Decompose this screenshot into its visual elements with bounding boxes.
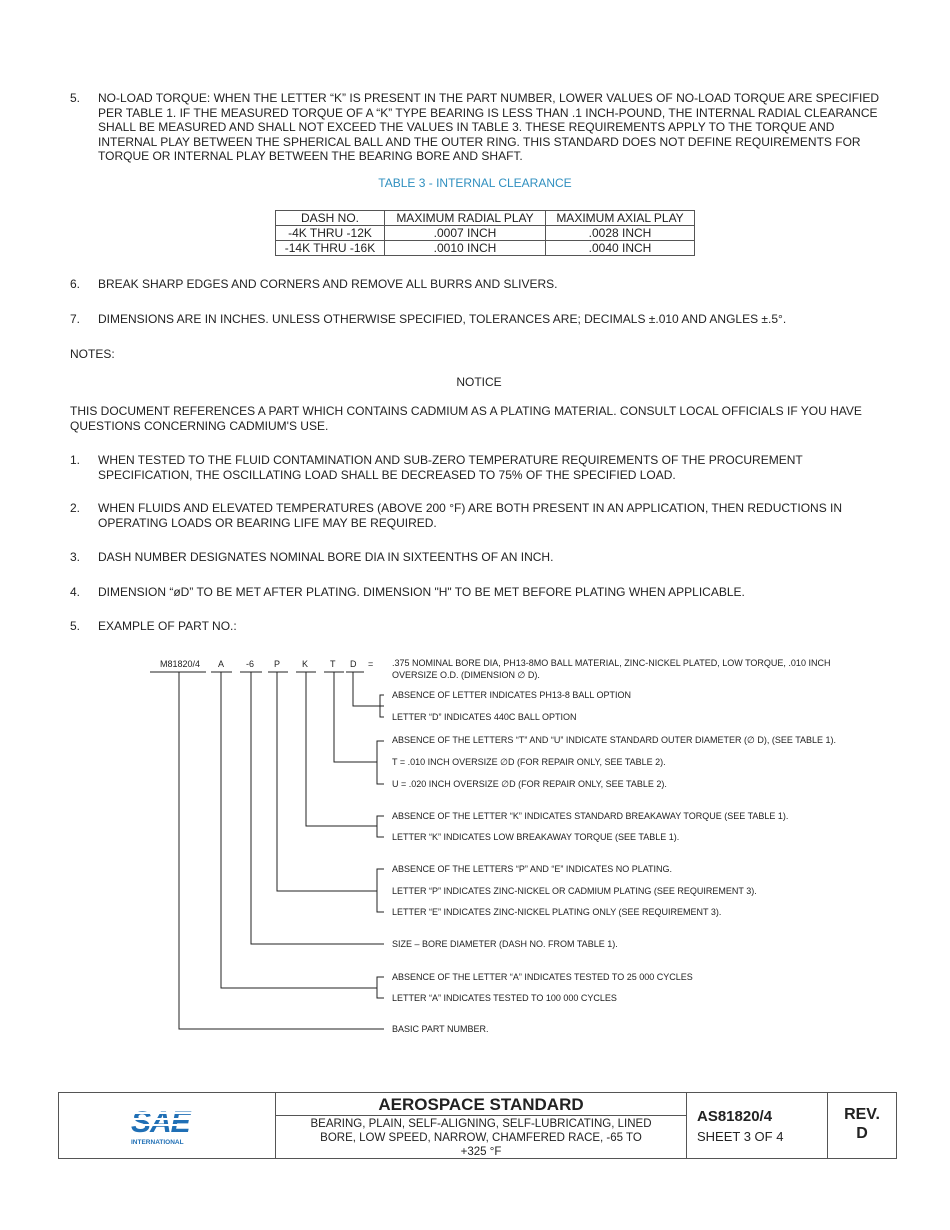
note-text: DASH NUMBER DESIGNATES NOMINAL BORE DIA IN SIXTEENTHS OF AN INCH. bbox=[98, 550, 554, 564]
bracket-a bbox=[377, 977, 384, 998]
note-number: 2. bbox=[70, 501, 81, 515]
title-block bbox=[58, 1092, 897, 1159]
label-t-letter: T = .010 INCH OVERSIZE ∅D (FOR REPAIR ONLY, SEE TABLE 2). bbox=[392, 757, 666, 767]
req7-number: 7. bbox=[70, 312, 81, 326]
sheet-number: SHEET 3 OF 4 bbox=[697, 1129, 784, 1144]
logo-cell bbox=[59, 1093, 276, 1158]
part-d: D bbox=[350, 659, 357, 669]
revision-value: D bbox=[856, 1125, 868, 1142]
req5-text: NO-LOAD TORQUE: WHEN THE LETTER “K” IS PRESENT IN THE PART NUMBER, LOWER VALUES OF NO-LOAD TORQUE ARE SPECIFIED PER TABLE 1. IF THE MEASURED TORQUE OF A “K” TYPE BEARING IS LESS THAN .1 INCH-POUND, THE INTERNAL RADIAL CLEARANCE SHALL BE MEASURED AND SHALL NOT EXCEED THE VALUES IN TABLE 3. THESE REQUIREMENTS APPLY TO THE TORQUE AND INTERNAL PLAY BETWEEN THE SPHERICAL BALL AND THE OUTER RING. THIS STANDARD DOES NOT DEFINE REQUIREMENTS FOR TORQUE OR INTERNAL PLAY BETWEEN THE BEARING BORE AND SHAFT. bbox=[98, 91, 880, 163]
standard-title: AEROSPACE STANDARD bbox=[276, 1093, 686, 1116]
note-text: WHEN TESTED TO THE FLUID CONTAMINATION AND SUB-ZERO TEMPERATURE REQUIREMENTS OF THE PROCUREMENT SPECIFICATION, THE OSCILLATING LOAD SHALL BE DECREASED TO 75% OF THE SPECIFIED LOAD. bbox=[98, 453, 803, 482]
note-number: 1. bbox=[70, 453, 81, 467]
table-cell: -4K THRU -12K bbox=[276, 226, 385, 241]
label-basic: BASIC PART NUMBER. bbox=[392, 1024, 489, 1034]
leader-p bbox=[277, 672, 377, 891]
note-text: DIMENSION “øD” TO BE MET AFTER PLATING. DIMENSION "H" TO BE MET BEFORE PLATING WHEN APPLICABLE. bbox=[98, 585, 745, 599]
label-size: SIZE – BORE DIAMETER (DASH NO. FROM TABLE 1). bbox=[392, 939, 618, 949]
result-line-2: OVERSIZE O.D. (DIMENSION ∅ D). bbox=[392, 670, 540, 680]
bracket-t bbox=[377, 741, 384, 784]
leader-a bbox=[221, 672, 377, 988]
leader-basic bbox=[179, 672, 384, 1029]
part-equals: = bbox=[368, 659, 374, 669]
note-number: 3. bbox=[70, 550, 81, 564]
part-p: P bbox=[274, 659, 281, 669]
table-cell: .0010 INCH bbox=[385, 241, 546, 256]
result-line-1: .375 NOMINAL BORE DIA, PH13-8MO BALL MATERIAL, ZINC-NICKEL PLATED, LOW TORQUE, .010 INCH bbox=[392, 658, 831, 668]
label-k-letter: LETTER “K” INDICATES LOW BREAKAWAY TORQUE (SEE TABLE 1). bbox=[392, 832, 680, 842]
part-k: K bbox=[302, 659, 309, 669]
table-cell: .0028 INCH bbox=[546, 226, 695, 241]
leader-t bbox=[334, 672, 377, 762]
table-cell: .0040 INCH bbox=[546, 241, 695, 256]
label-t-absence: ABSENCE OF THE LETTERS “T” AND “U” INDICATE STANDARD OUTER DIAMETER (∅ D), (SEE TABLE 1). bbox=[392, 735, 837, 745]
leader-k bbox=[306, 672, 377, 826]
document-cell bbox=[687, 1093, 828, 1158]
table-cell: .0007 INCH bbox=[385, 226, 546, 241]
label-e-letter: LETTER “E” INDICATES ZINC-NICKEL PLATING ONLY (SEE REQUIREMENT 3). bbox=[392, 907, 722, 917]
label-d-letter: LETTER “D” INDICATES 440C BALL OPTION bbox=[392, 712, 577, 722]
table-header-cell: MAXIMUM RADIAL PLAY bbox=[385, 211, 546, 226]
notes-heading: NOTES: bbox=[70, 347, 115, 361]
table-header-cell: DASH NO. bbox=[276, 211, 385, 226]
label-a-absence: ABSENCE OF THE LETTER “A” INDICATES TESTED TO 25 000 CYCLES bbox=[392, 972, 693, 982]
bracket-k bbox=[377, 816, 384, 837]
leader-size bbox=[251, 672, 384, 944]
req5-number: 5. bbox=[70, 91, 81, 105]
bracket-p bbox=[377, 869, 384, 912]
document-number: AS81820/4 bbox=[697, 1108, 773, 1125]
label-p-absence: ABSENCE OF THE LETTERS “P” AND “E” INDICATES NO PLATING. bbox=[392, 864, 673, 874]
note-number: 4. bbox=[70, 585, 81, 599]
table3-caption: TABLE 3 - INTERNAL CLEARANCE bbox=[378, 176, 572, 190]
part-size: -6 bbox=[246, 659, 255, 669]
note-text: WHEN FLUIDS AND ELEVATED TEMPERATURES (ABOVE 200 °F) ARE BOTH PRESENT IN AN APPLICATION, THEN REDUCTIONS IN OPERATING LOADS OR BEARING LIFE MAY BE REQUIRED. bbox=[98, 501, 843, 530]
sae-logo-text: SAE bbox=[131, 1106, 190, 1139]
table-cell: -14K THRU -16K bbox=[276, 241, 385, 256]
standard-subtitle: BEARING, PLAIN, SELF-ALIGNING, SELF-LUBRICATING, LINED BORE, LOW SPEED, NARROW, CHAMFERED RACE, -65 TO +325 °F bbox=[310, 1118, 652, 1158]
notice-text: THIS DOCUMENT REFERENCES A PART WHICH CONTAINS CADMIUM AS A PLATING MATERIAL. CONSULT LOCAL OFFICIALS IF YOU HAVE QUESTIONS CONCERNING CADMIUM'S USE. bbox=[70, 404, 862, 433]
notice-heading: NOTICE bbox=[456, 375, 502, 389]
req7-text: DIMENSIONS ARE IN INCHES. UNLESS OTHERWISE SPECIFIED, TOLERANCES ARE; DECIMALS ±.010 AND ANGLES ±.5°. bbox=[98, 312, 787, 326]
sae-logo-subtext: INTERNATIONAL bbox=[131, 1139, 184, 1146]
leader-d bbox=[353, 672, 384, 706]
revision-cell bbox=[828, 1093, 896, 1158]
part-basic: M81820/4 bbox=[160, 659, 201, 669]
label-a-letter: LETTER “A” INDICATES TESTED TO 100 000 CYCLES bbox=[392, 993, 617, 1003]
label-d-absence: ABSENCE OF LETTER INDICATES PH13-8 BALL OPTION bbox=[392, 690, 632, 700]
title-cell bbox=[276, 1093, 687, 1158]
revision-label: REV. bbox=[844, 1106, 880, 1123]
note-number: 5. bbox=[70, 619, 81, 633]
sae-logo bbox=[129, 1104, 209, 1148]
req6-text: BREAK SHARP EDGES AND CORNERS AND REMOVE ALL BURRS AND SLIVERS. bbox=[98, 277, 558, 291]
req6-number: 6. bbox=[70, 277, 81, 291]
label-u-letter: U = .020 INCH OVERSIZE ∅D (FOR REPAIR ONLY, SEE TABLE 2). bbox=[392, 779, 667, 789]
label-p-letter: LETTER “P” INDICATES ZINC-NICKEL OR CADMIUM PLATING (SEE REQUIREMENT 3). bbox=[392, 886, 757, 896]
part-a: A bbox=[218, 659, 225, 669]
note-text: EXAMPLE OF PART NO.: bbox=[98, 619, 237, 633]
part-t: T bbox=[330, 659, 336, 669]
table-header-cell: MAXIMUM AXIAL PLAY bbox=[546, 211, 695, 226]
diagram-leader-lines bbox=[150, 672, 384, 1029]
label-k-absence: ABSENCE OF THE LETTER “K” INDICATES STANDARD BREAKAWAY TORQUE (SEE TABLE 1). bbox=[392, 811, 789, 821]
